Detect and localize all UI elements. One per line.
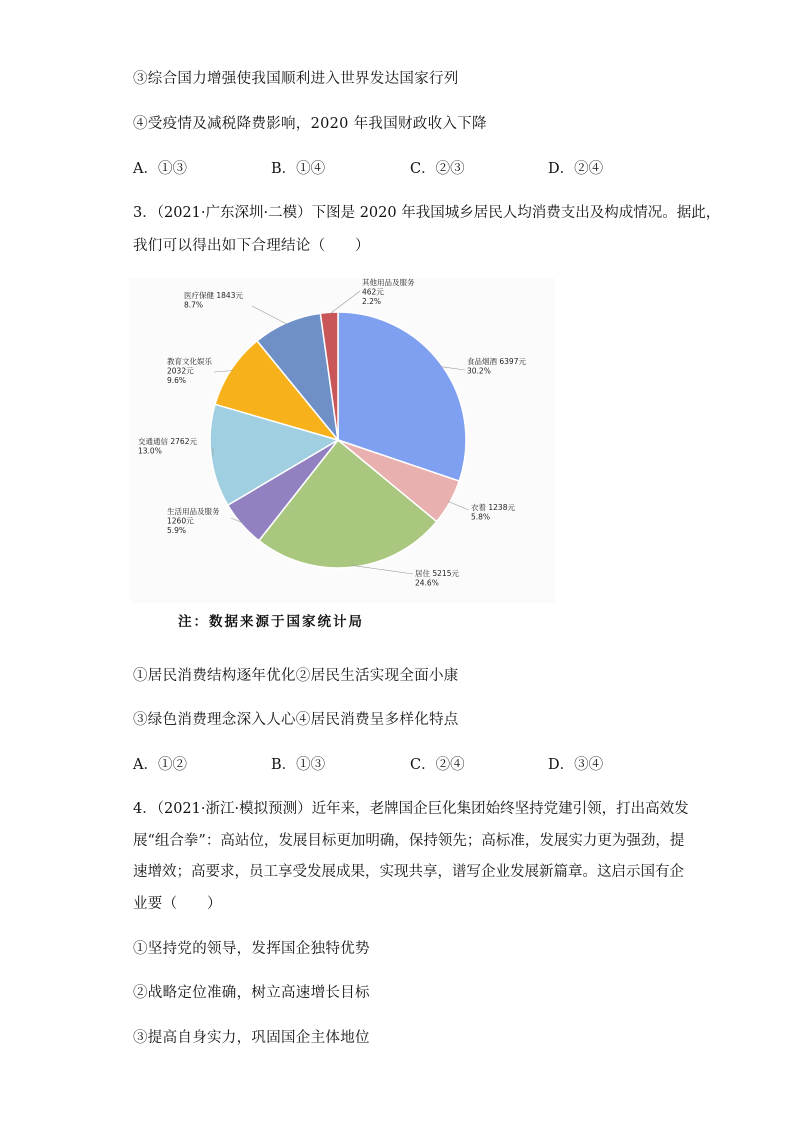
q4-stem-line-4: 业要（ ） xyxy=(133,896,222,912)
pie-chart-svg xyxy=(130,278,555,603)
q3-option-b: B．①③ xyxy=(271,757,326,773)
q3-option-c: C．②④ xyxy=(410,757,465,773)
chart-source-note: 注：数据来源于国家统计局 xyxy=(178,614,364,630)
q3-stem-line-1: 3．（2021·广东深圳·二模）下图是 2020 年我国城乡居民人均消费支出及构成情况。据此， xyxy=(133,205,721,221)
pie-slice-label: 衣着 1238元 5.8% xyxy=(471,503,515,522)
q2-option-d: D．②④ xyxy=(548,161,604,177)
pie-slice-label: 医疗保健 1843元 8.7% xyxy=(184,291,243,310)
consumption-pie-chart xyxy=(130,278,555,603)
pie-slice-label: 生活用品及服务 1260元 5.9% xyxy=(167,507,220,535)
q3-statements-line-1: ①居民消费结构逐年优化②居民生活实现全面小康 xyxy=(133,668,459,684)
q2-option-c: C．②③ xyxy=(410,161,465,177)
q3-option-d: D．③④ xyxy=(548,757,604,773)
q2-item-4: ④受疫情及减税降费影响，2020 年我国财政收入下降 xyxy=(133,116,487,132)
q4-stem-line-2: 展“组合拳”：高站位，发展目标更加明确，保持领先；高标准，发展实力更为强劲，提 xyxy=(133,833,685,849)
q3-statements-line-2: ③绿色消费理念深入人心④居民消费呈多样化特点 xyxy=(133,712,459,728)
q4-item-1: ①坚持党的领导，发挥国企独特优势 xyxy=(133,941,370,957)
q2-option-a: A．①③ xyxy=(133,161,187,177)
pie-slices xyxy=(210,312,466,568)
q4-item-2: ②战略定位准确，树立高速增长目标 xyxy=(133,985,370,1001)
pie-slice-label: 食品烟酒 6397元 30.2% xyxy=(467,357,526,376)
pie-slice-label: 居住 5215元 24.6% xyxy=(415,569,459,588)
pie-slice-label: 交通通信 2762元 13.0% xyxy=(138,437,197,456)
pie-slice-label: 教育文化娱乐 2032元 9.6% xyxy=(167,357,212,385)
q4-stem-line-3: 速增效；高要求，员工享受发展成果，实现共享，谱写企业发展新篇章。这启示国有企 xyxy=(133,864,684,880)
q2-item-3: ③综合国力增强使我国顺利进入世界发达国家行列 xyxy=(133,71,459,87)
q3-option-a: A．①② xyxy=(133,757,187,773)
q4-stem-line-1: 4．（2021·浙江·模拟预测）近年来，老牌国企巨化集团始终坚持党建引领，打出高效发 xyxy=(133,801,689,817)
q4-item-3: ③提高自身实力，巩固国企主体地位 xyxy=(133,1030,370,1046)
pie-slice-label: 其他用品及服务 462元 2.2% xyxy=(362,278,415,306)
q3-stem-line-2: 我们可以得出如下合理结论（ ） xyxy=(133,238,370,254)
q2-option-b: B．①④ xyxy=(271,161,326,177)
